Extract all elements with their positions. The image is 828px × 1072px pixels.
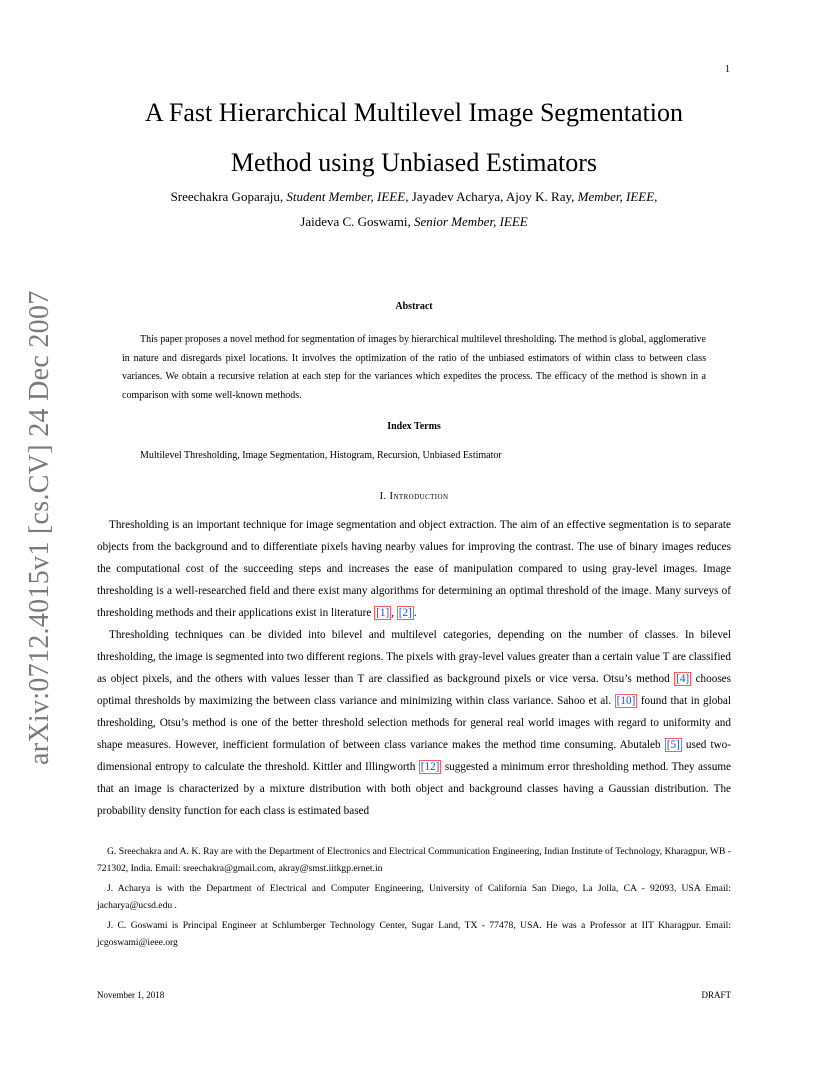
section-title: Introduction xyxy=(389,491,449,502)
page-number: 1 xyxy=(725,64,730,75)
title-line-1: A Fast Hierarchical Multilevel Image Segmentation xyxy=(145,98,683,127)
section-number: I. xyxy=(379,491,390,502)
abstract-heading: Abstract xyxy=(395,301,433,312)
citation-link[interactable]: [4] xyxy=(676,673,690,685)
paper-title xyxy=(60,88,768,188)
author-name: Sreechakra Goparaju, xyxy=(170,189,287,204)
paragraph xyxy=(97,624,731,822)
citation-link[interactable]: [12] xyxy=(420,761,440,773)
text-run: used two-dimensional entropy to calculate the threshold. Kittler and Illingworth xyxy=(97,739,732,773)
arxiv-identifier: arXiv:0712.4015v1 [cs.CV] 24 Dec 2007 xyxy=(24,290,55,765)
author-name: Jayadev Acharya, Ajoy K. Ray, xyxy=(408,189,578,204)
index-terms-text: Multilevel Thresholding, Image Segmentation, Histogram, Recursion, Unbiased Estimator xyxy=(140,450,502,461)
author-line-1 xyxy=(60,184,768,209)
introduction-body xyxy=(97,514,731,822)
footnote: G. Sreechakra and A. K. Ray are with the Department of Electronics and Electrical Communication Engineering, Indian Institute of Technology, Kharagpur, WB - 721302, India. Email: sreechakra@gmail.com, akray@smst.iitkgp.ernet.in xyxy=(97,846,731,875)
author-membership: Student Member, IEEE, xyxy=(286,189,409,204)
text-run: . xyxy=(413,607,417,619)
footer-date: November 1, 2018 xyxy=(97,990,165,1000)
author-name: Jaideva C. Goswami, xyxy=(300,214,414,229)
citation-link[interactable]: [10] xyxy=(616,695,636,707)
author-membership: Member, IEEE, xyxy=(577,189,658,204)
footnotes xyxy=(97,843,731,953)
text-run: Thresholding techniques can be divided into bilevel and multilevel categories, depending on the number of classes. In bilevel thresholding, the image is segmented into two different regions. The pixels with gray-level values greater than a certain value T are classified as object pixels, and the others with values lesser than T are classified as background pixels or vice versa. Otsu’s method xyxy=(97,629,731,685)
title-line-2: Method using Unbiased Estimators xyxy=(230,148,598,177)
citation-link[interactable]: [1] xyxy=(376,607,390,619)
index-terms-heading: Index Terms xyxy=(387,421,441,432)
footer-draft-label: DRAFT xyxy=(701,990,731,1000)
author-membership: Senior Member, IEEE xyxy=(414,214,528,229)
author-line-2 xyxy=(60,209,768,234)
text-run: Thresholding is an important technique for image segmentation and object extraction. The aim of an effective segmentation is to separate objects from the background and to differentiate pixels having nearby values for improving the contrast. The use of binary images reduces the computational cost of the succeeding steps and increases the ease of manipulation compared to using gray-level images. Image thresholding is a well-researched field and there exist many algorithms for determining an optimal threshold of the image. Many surveys of thresholding methods and their applications exist in literature xyxy=(97,519,731,619)
citation-link[interactable]: [2] xyxy=(398,607,412,619)
author-list xyxy=(60,184,768,234)
abstract-text: This paper proposes a novel method for segmentation of images by hierarchical multilevel thresholding. The method is global, agglomerative in nature and disregards pixel locations. It involves the optimization of the ratio of the unbiased estimators of within class to between class variances. We obtain a recursive relation at each step for the variances which expedites the process. The efficacy of the method is shown in a comparison with some well-known methods. xyxy=(122,334,706,402)
citation-link[interactable]: [5] xyxy=(666,739,680,751)
footnote: J. Acharya is with the Department of Electrical and Computer Engineering, University of California San Diego, La Jolla, CA - 92093, USA Email: jacharya@ucsd.edu . xyxy=(97,882,731,912)
text-run: chooses optimal thresholds by maximizing the between class variance and minimizing within class variance. Sahoo et al. xyxy=(97,673,731,707)
text-run: , xyxy=(391,607,397,619)
text-run: found that in global thresholding, Otsu’s method is one of the better threshold selection methods for general real world images with regard to uniformity and shape measures. However, inefficient formulation of between class variance makes the method time consuming. Abutaleb xyxy=(97,695,731,751)
paragraph xyxy=(97,514,731,624)
section-heading xyxy=(0,491,828,502)
footnote: J. C. Goswami is Principal Engineer at Schlumberger Technology Center, Sugar Land, TX - 77478, USA. He was a Professor at IIT Kharagpur. Email: jcgoswami@ieee.org xyxy=(97,919,731,949)
text-run: suggested a minimum error thresholding method. They assume that an image is characterized by a mixture distribution with both object and background classes having a Gaussian distribution. The probability density function for each class is estimated based xyxy=(97,761,731,817)
